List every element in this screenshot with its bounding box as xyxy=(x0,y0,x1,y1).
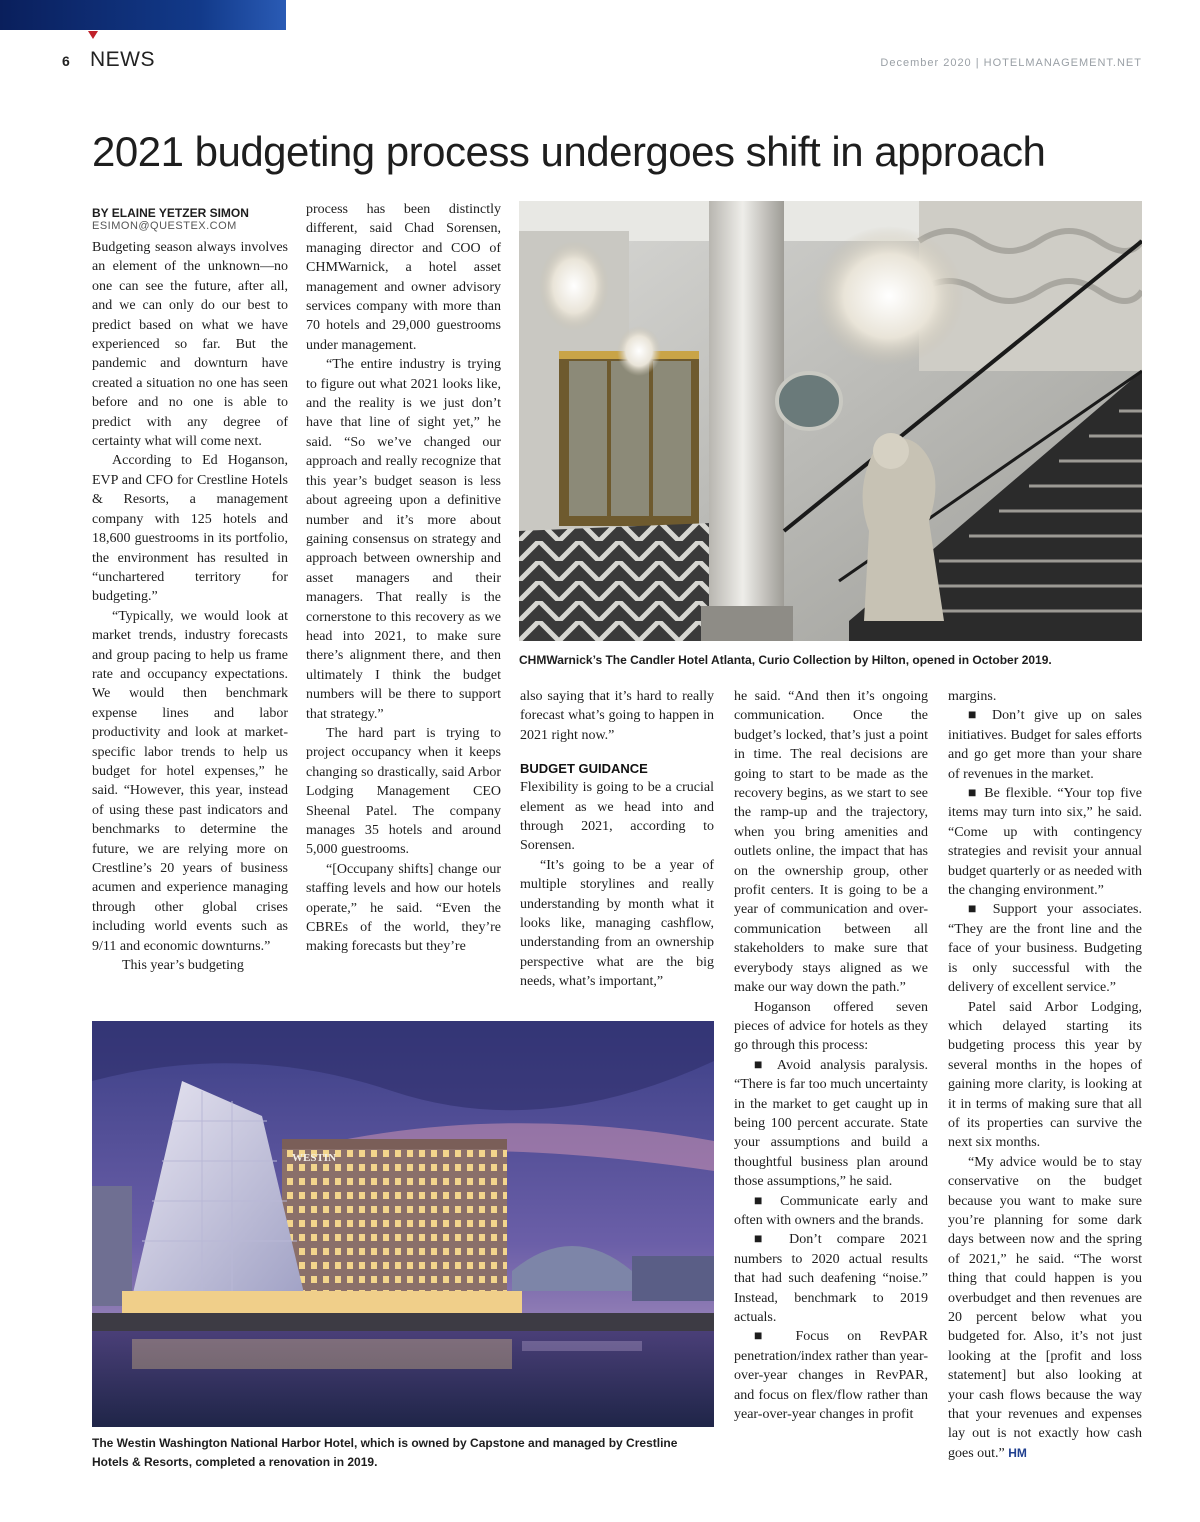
lobby-illustration xyxy=(519,201,1142,641)
paragraph: “It’s going to be a year of multiple storylines and really understanding by month what it looks like, managing cashflow, understanding from an ownership perspective what are the big needs, what’s important,” xyxy=(520,857,714,990)
author-email[interactable]: ESIMON@QUESTEX.COM xyxy=(92,220,237,232)
paragraph: Budgeting season always involves an element of the unknown—no one can see the future, after all, and we can only do our best to predict based on what we have experienced so far. But the pandemic and downturn have created a situation no one has seen before and no one is able to predict with any degree of certainty what will come next. xyxy=(92,240,288,450)
bullet-item: ■ Don’t give up on sales initiatives. Budget for sales efforts and go get more than your share of revenues in the market. xyxy=(948,708,1142,782)
section-label: NEWS xyxy=(90,48,155,71)
bullet-item: ■ Communicate early and often with owners and the brands. xyxy=(734,1193,928,1228)
paragraph: also saying that it’s hard to really forecast what’s going to happen in 2021 right now.” xyxy=(520,689,714,743)
paragraph: “Typically, we would look at market trends, industry forecasts and group pacing to help us frame rate and occupancy expectations. We would then benchmark expense lines and labor productivity and look at market-specific labor trends to help us budget for hotel expenses,” he said. “However, this year, instead of using these past indicators and benchmarks to determine the future, we are relying more on Crestline’s 20 years of business acumen and experience managing through other global crises including world events such as 9/11 and economic downturns.” xyxy=(92,608,288,954)
paragraph: process has been distinctly different, said Chad Sorensen, managing director and COO of CHMWarnick, a hotel asset management and owner advisory services company with more than 70 hotels and 29,000 guestrooms under management. xyxy=(306,202,501,353)
bullet-item: ■ Support your associates. “They are the front line and the face of your business. Budgeting is only successful with the delivery of excellent service.” xyxy=(948,902,1142,996)
header-marker-triangle xyxy=(88,31,98,39)
bullet-item: ■ Don’t compare 2021 numbers to 2020 actual results that had such deafening “noise.” Instead, benchmark to 2019 actuals. xyxy=(734,1232,928,1325)
paragraph-text: “My advice would be to stay conservative on the budget because you want to make sure you’re planning for some dark days between now and the spring of 2021,” he said. “The worst thing that could happen is you overbudget and then revenues are 20 percent below what you budgeted for. Also, it’s not just looking at the [profit and loss statement] but also looking at your cash flows because the way that your revenues and expenses lay out is not exactly how cash goes out.” xyxy=(948,1154,1142,1461)
article-column-5 xyxy=(948,687,1142,1463)
paragraph: This year’s budgeting xyxy=(122,958,244,974)
article-column-1 xyxy=(92,204,288,975)
paragraph: margins. xyxy=(948,689,997,704)
paragraph: Hoganson offered seven pieces of advice for hotels as they go through this process: xyxy=(734,999,928,1054)
lobby-photo-caption: CHMWarnick’s The Candler Hotel Atlanta, Curio Collection by Hilton, opened in October 2019. xyxy=(519,653,1052,667)
bullet-item: ■ Be flexible. “Your top five items may turn into six,” he said. “Come up with contingency strategies and revisit your annual budget quarterly or as needed with the changing environment.” xyxy=(948,786,1142,899)
westin-photo-caption: The Westin Washington National Harbor Hotel, which is owned by Capstone and managed by Crestline Hotels & Resorts, completed a renovation in 2019. xyxy=(92,1436,678,1469)
paragraph: The hard part is trying to project occupancy when it keeps changing so drastically, said Arbor Lodging Management CEO Sheenal Patel. The company manages 35 hotels and around 5,000 guestrooms. xyxy=(306,725,501,858)
article-column-3 xyxy=(520,687,714,992)
paragraph: According to Ed Hoganson, EVP and CFO for Crestline Hotels & Resorts, a management company with 125 hotels and 18,600 guestrooms in its portfolio, the environment has resulted in “unchartered territory for budgeting.” xyxy=(92,453,288,605)
article-column-4 xyxy=(734,687,928,1424)
page-number: 6 xyxy=(62,53,70,69)
paragraph: “The entire industry is trying to figure out what 2021 looks like, and the reality is we just don’t have that line of sight yet,” he said. “So we’ve changed our approach and really recognize that this year’s budget season is less about agreeing upon a definitive number and it’s more about gaining consensus on strategy and approach between ownership and asset managers and their managers. That really is the cornerstone to this recovery as we head into 2021, to make sure there’s alignment there, and then ultimately I think the budget numbers will be there to support that strategy.” xyxy=(306,357,501,722)
bullet-item: ■ Focus on RevPAR penetration/index rather than year-over-year changes in RevPAR, and focus on flex/flow rather than year-over-year changes in profit xyxy=(734,1329,928,1423)
westin-sign: WESTIN xyxy=(292,1152,337,1164)
article-column-2 xyxy=(306,200,501,957)
issue-dateline: December 2020 | HOTELMANAGEMENT.NET xyxy=(880,57,1142,69)
candler-hotel-lobby-photo xyxy=(519,201,1142,641)
paragraph: Flexibility is going to be a crucial element as we head into and through 2021, according to Sorensen. xyxy=(520,780,714,854)
subhead-budget-guidance: BUDGET GUIDANCE xyxy=(520,761,648,777)
byline: BY ELAINE YETZER SIMON xyxy=(92,206,249,220)
header-color-bar xyxy=(0,0,286,30)
paragraph: Patel said Arbor Lodging, which delayed starting its budgeting process this year by several months in the hopes of gaining more clarity, is looking at it in terms of making sure that all of its properties can survive the next six months. xyxy=(948,999,1142,1151)
westin-hotel-photo xyxy=(92,1021,714,1427)
bullet-item: ■ Avoid analysis paralysis. “There is far too much uncertainty in the market to get caught up in being 100 percent accurate. State your assumptions and build a thoughtful business plan around those assumptions,” he said. xyxy=(734,1057,928,1190)
paragraph: “[Occupany shifts] change our staffing levels and how our hotels operate,” he said. “Even the CBREs of the world, they’re making forecasts but they’re xyxy=(306,861,501,955)
article-title: 2021 budgeting process undergoes shift in approach xyxy=(92,128,1046,175)
westin-illustration xyxy=(92,1021,714,1427)
paragraph xyxy=(948,1153,1142,1464)
paragraph: he said. “And then it’s ongoing communication. Once the budget’s locked, that’s just a point in time. The real decisions are going to start to be made as the recovery begins, as we start to see the ramp-up and the trajectory, when you bring amenities and outlets online, the impact that has on the ownership group, other profit centers. It is going to be a year of communication and over-communication between all stakeholders to make sure that everybody stays aligned as we make our way down the path.” xyxy=(734,689,928,996)
end-mark: HM xyxy=(1008,1445,1027,1460)
